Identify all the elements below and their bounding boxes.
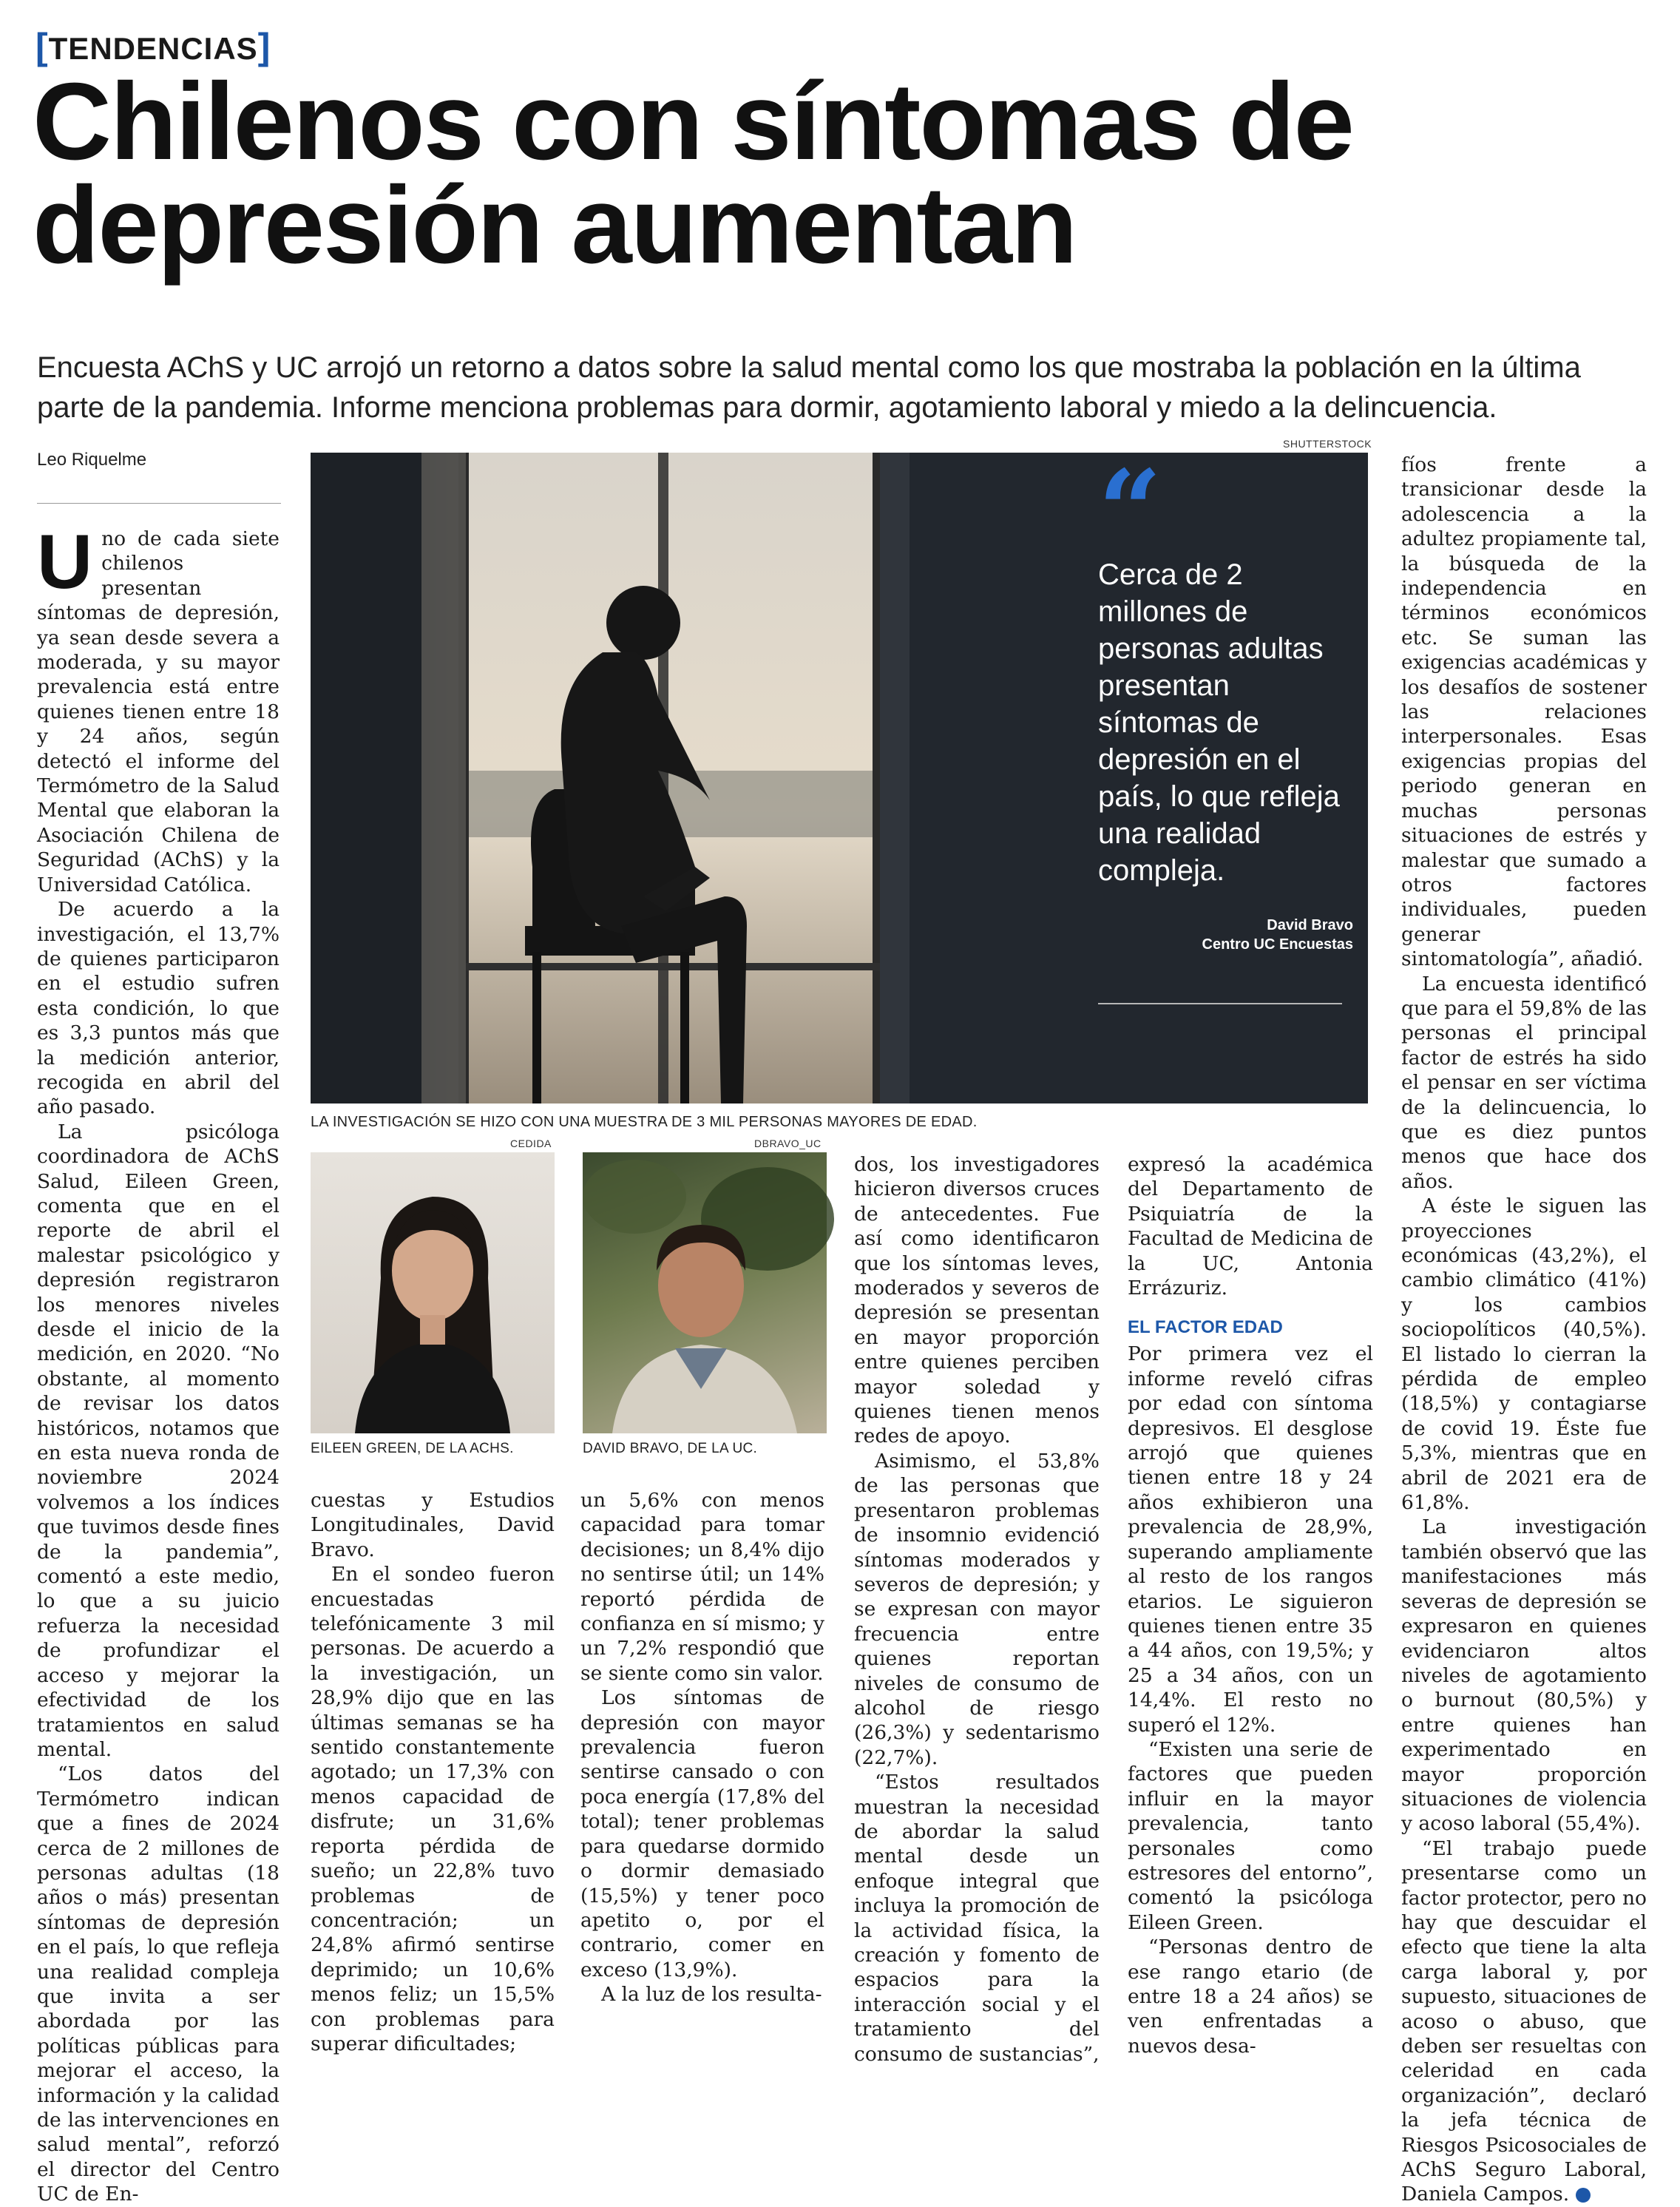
end-mark-icon: ✪ xyxy=(1576,2188,1591,2203)
paragraph: Los síntomas de depresión con mayor prevalencia fueron sentirse cansado o con poca energía (17,8% del total); tener problemas para quedarse dormido o dormir demasiado (15,5%) y tener poco apetito o, por el contrario, comer en exceso (13,9%). xyxy=(580,1686,824,1981)
paragraph: fíos frente a transicionar desde la adolescencia a la adultez propiamente tal, la búsqueda de la independencia en términos económicos etc. Se suman las exigencias académicas y los desafíos de sostener las relaciones interpersonales. Esas exigencias propias del periodo generan en muchas personas situaciones de estrés y malestar que sumado a otros factores individuales, pueden generar sintomatología”, añadió. xyxy=(1401,453,1647,971)
byline: Leo Riquelme xyxy=(37,450,147,470)
portrait-caption: DAVID BRAVO, DE LA UC. xyxy=(583,1441,758,1456)
portrait-caption: EILEEN GREEN, DE LA ACHS. xyxy=(311,1441,514,1456)
paragraph: La encuesta identificó que para el 59,8% de las personas el principal factor de estrés ha sido el pensar en ser víctima de la delincuencia, lo que es diez puntos menos que hace dos años. xyxy=(1401,972,1647,1193)
paragraph: En el sondeo fueron encuestadas telefónicamente 3 mil personas. De acuerdo a la investigación, un 28,9% dijo que en las últimas semanas se ha sentido constantemente agotado; un 17,3% con menos capacidad de disfrute; un 31,6% reporta pérdida de sueño; un 22,8% tuvo problemas de concentración; un 24,8% afirmó sentirse deprimido; un 10,6% menos feliz; un 15,5% con problemas para superar dificultades; xyxy=(311,1563,555,2055)
section-subhead: EL FACTOR EDAD xyxy=(1128,1317,1283,1338)
photo-credit: SHUTTERSTOCK xyxy=(1283,438,1372,450)
paragraph: un 5,6% con menos capacidad para tomar decisiones; un 8,4% dijo no sentirse útil; un 14% reportó pérdida de confianza en sí mismo; y un 7,2% respondió que se siente como sin valor. xyxy=(580,1489,824,1685)
paragraph: cuestas y Estudios Longitudinales, David Bravo. xyxy=(311,1489,555,1561)
byline-divider xyxy=(37,503,281,504)
paragraph: Asimismo, el 53,8% de las personas que presentaron problemas de insomnio evidenció síntomas moderados y severos de depresión; y se expresan con mayor frecuencia entre quienes reportan niveles de consumo de alcohol de riesgo (26,3%) y sedentarismo (22,7%). xyxy=(854,1449,1100,1769)
paragraph: De acuerdo a la investigación, el 13,7% de quienes participaron en el estudio sufren esta condición, lo que es 3,3 puntos más que la medición anterior, recogida en abril del año pasado. xyxy=(37,898,280,1119)
paragraph: expresó la académica del Departamento de Psiquiatría de la Facultad de Medicina de la UC, Antonia Errázuriz. xyxy=(1128,1153,1373,1300)
paragraph-text: no de cada siete chilenos presentan síntomas de depresión, ya sean desde severa a moderada, y su mayor prevalencia está entre quienes tienen entre 18 y 24 años, según detectó el informe del Termómetro de la Salud Mental que elaboran la Asociación Chilena de Seguridad (AChS) y la Universidad Católica. xyxy=(37,527,280,896)
paragraph: La investigación también observó que las manifestaciones más severas de depresión se expresaron en quienes evidenciaron altos niveles de agotamiento o burnout (80,5%) y entre quienes han experimentado en mayor proporción situaciones de violencia y acoso laboral (55,4%). xyxy=(1401,1515,1647,1836)
article-column-1 xyxy=(37,519,280,2206)
pull-quote xyxy=(1098,446,1353,1004)
headline-line-1: Chilenos con síntomas de xyxy=(33,61,1353,183)
paragraph: “Personas dentro de ese rango etario (de entre 18 a 24 años) se ven enfrentadas a nuevos desa- xyxy=(1128,1936,1373,2058)
paragraph-text: “El trabajo puede presentarse como un factor protector, pero no hay que descuidar el efecto que tiene la alta carga laboral y, por supuesto, situaciones de acoso o abuso, que deben ser resueltas con celeridad en cada organización”, declaró la jefa técnica de Riesgos Psicosociales de AChS Seguro Laboral, Daniela Campos. xyxy=(1401,1836,1647,2206)
drop-cap: U xyxy=(37,519,93,605)
article-column-4 xyxy=(854,1152,1100,2066)
woman-portrait-illustration xyxy=(311,1152,555,1433)
paragraph: dos, los investigadores hicieron diversos cruces de antecedentes. Fue así como identificaron que los síntomas leves, moderados y severos de depresión se presentan en mayor proporción entre quienes perciben mayor soledad y quienes tienen menos redes de apoyo. xyxy=(854,1153,1100,1448)
portrait-credit: DBRAVO_UC xyxy=(754,1138,822,1149)
quote-author-role: Centro UC Encuestas xyxy=(1202,936,1353,953)
main-photo-caption: LA INVESTIGACIÓN SE HIZO CON UNA MUESTRA DE 3 MIL PERSONAS MAYORES DE EDAD. xyxy=(311,1114,978,1130)
article-column-6 xyxy=(1401,453,1647,2206)
article-column-5 xyxy=(1128,1152,1373,2058)
paragraph: A éste le siguen las proyecciones económicas (43,2%), el cambio climático (41%) y los cambios sociopolíticos (40,5%). El listado lo cierran la pérdida de empleo (18,5%) y contagiarse de covid 19. Éste fue 5,3%, mientras que en abril de 2021 era de 61,8%. xyxy=(1401,1194,1647,1515)
pull-quote-attribution xyxy=(1098,916,1353,954)
bracket-left: [ xyxy=(35,26,49,67)
deck-line-2: parte de la pandemia. Informe menciona problemas para dormir, agotamiento laboral y miedo a la delincuencia. xyxy=(37,391,1497,424)
paragraph xyxy=(1401,1836,1647,2207)
paragraph: “Estos resultados muestran la necesidad de abordar la salud mental desde un enfoque integral que incluya la promoción de la actividad física, la creación y fomento de espacios para la interacción social y el tratamiento del consumo de sustancias”, xyxy=(854,1771,1100,2066)
paragraph: “Existen una serie de factores que pueden influir en la mayor prevalencia, tanto personales como estresores del entorno”, comentó la psicóloga Eileen Green. xyxy=(1128,1737,1373,1934)
portrait-david-bravo xyxy=(583,1152,827,1433)
paragraph: La psicóloga coordinadora de AChS Salud, Eileen Green, comenta que en el reporte de abril el malestar psicológico y depresión registraron los menores niveles desde el inicio de la medición, en 2020. “No obstante, al momento de revisar los datos históricos, notamos que en esta nueva ronda de noviembre 2024 volvemos a los índices que tuvimos desde fines de la pandemia”, comentó a este medio, lo que a su juicio refuerza la necesidad de profundizar el acceso y mejorar la efectividad de los tratamientos en salud mental. xyxy=(37,1120,280,1761)
section-tag-label: TENDENCIAS xyxy=(48,31,258,66)
article-column-2 xyxy=(311,1488,555,2055)
deck xyxy=(37,348,1649,427)
paragraph xyxy=(37,519,280,897)
paragraph: A la luz de los resulta- xyxy=(601,1983,822,2007)
pull-quote-text: Cerca de 2 millones de personas adultas presentan síntomas de depresión en el país, lo que refleja una realidad compleja. xyxy=(1098,558,1340,887)
portrait-credit: CEDIDA xyxy=(510,1138,552,1149)
quote-mark-icon: “ xyxy=(1098,446,1162,576)
headline xyxy=(33,61,1437,286)
main-photo xyxy=(311,446,1368,1104)
headline-line-2: depresión aumentan xyxy=(33,164,1077,286)
deck-line-1: Encuesta AChS y UC arrojó un retorno a datos sobre la salud mental como los que mostraba la población en la última xyxy=(37,351,1581,384)
paragraph: Por primera vez el informe reveló cifras por edad con síntoma depresivos. El desglose arrojó que quienes tienen entre 18 y 24 años exhibieron una prevalencia de 28,9%, superando ampliamente al resto de los rangos etarios. Le siguieron quienes tienen entre 35 a 44 años, con 19,5%; y 25 a 34 años, con un 14,4%. El resto no superó el 12%. xyxy=(1128,1342,1373,1737)
article-column-3 xyxy=(580,1488,824,2007)
paragraph: “Los datos del Termómetro indican que a fines de 2024 cerca de 2 millones de personas adultas (18 años o más) presentan síntomas de depresión en el país, lo que refleja una realidad compleja que invita a ser abordada por las políticas públicas para mejorar el acceso, la información y la calidad de las intervenciones en salud mental”, reforzó el director del Centro UC de En- xyxy=(37,1762,280,2206)
quote-divider xyxy=(1098,1003,1342,1004)
bracket-right: ] xyxy=(257,26,271,67)
man-portrait-illustration xyxy=(583,1152,827,1433)
portrait-eileen-green xyxy=(311,1152,555,1433)
quote-author-name: David Bravo xyxy=(1267,917,1353,933)
